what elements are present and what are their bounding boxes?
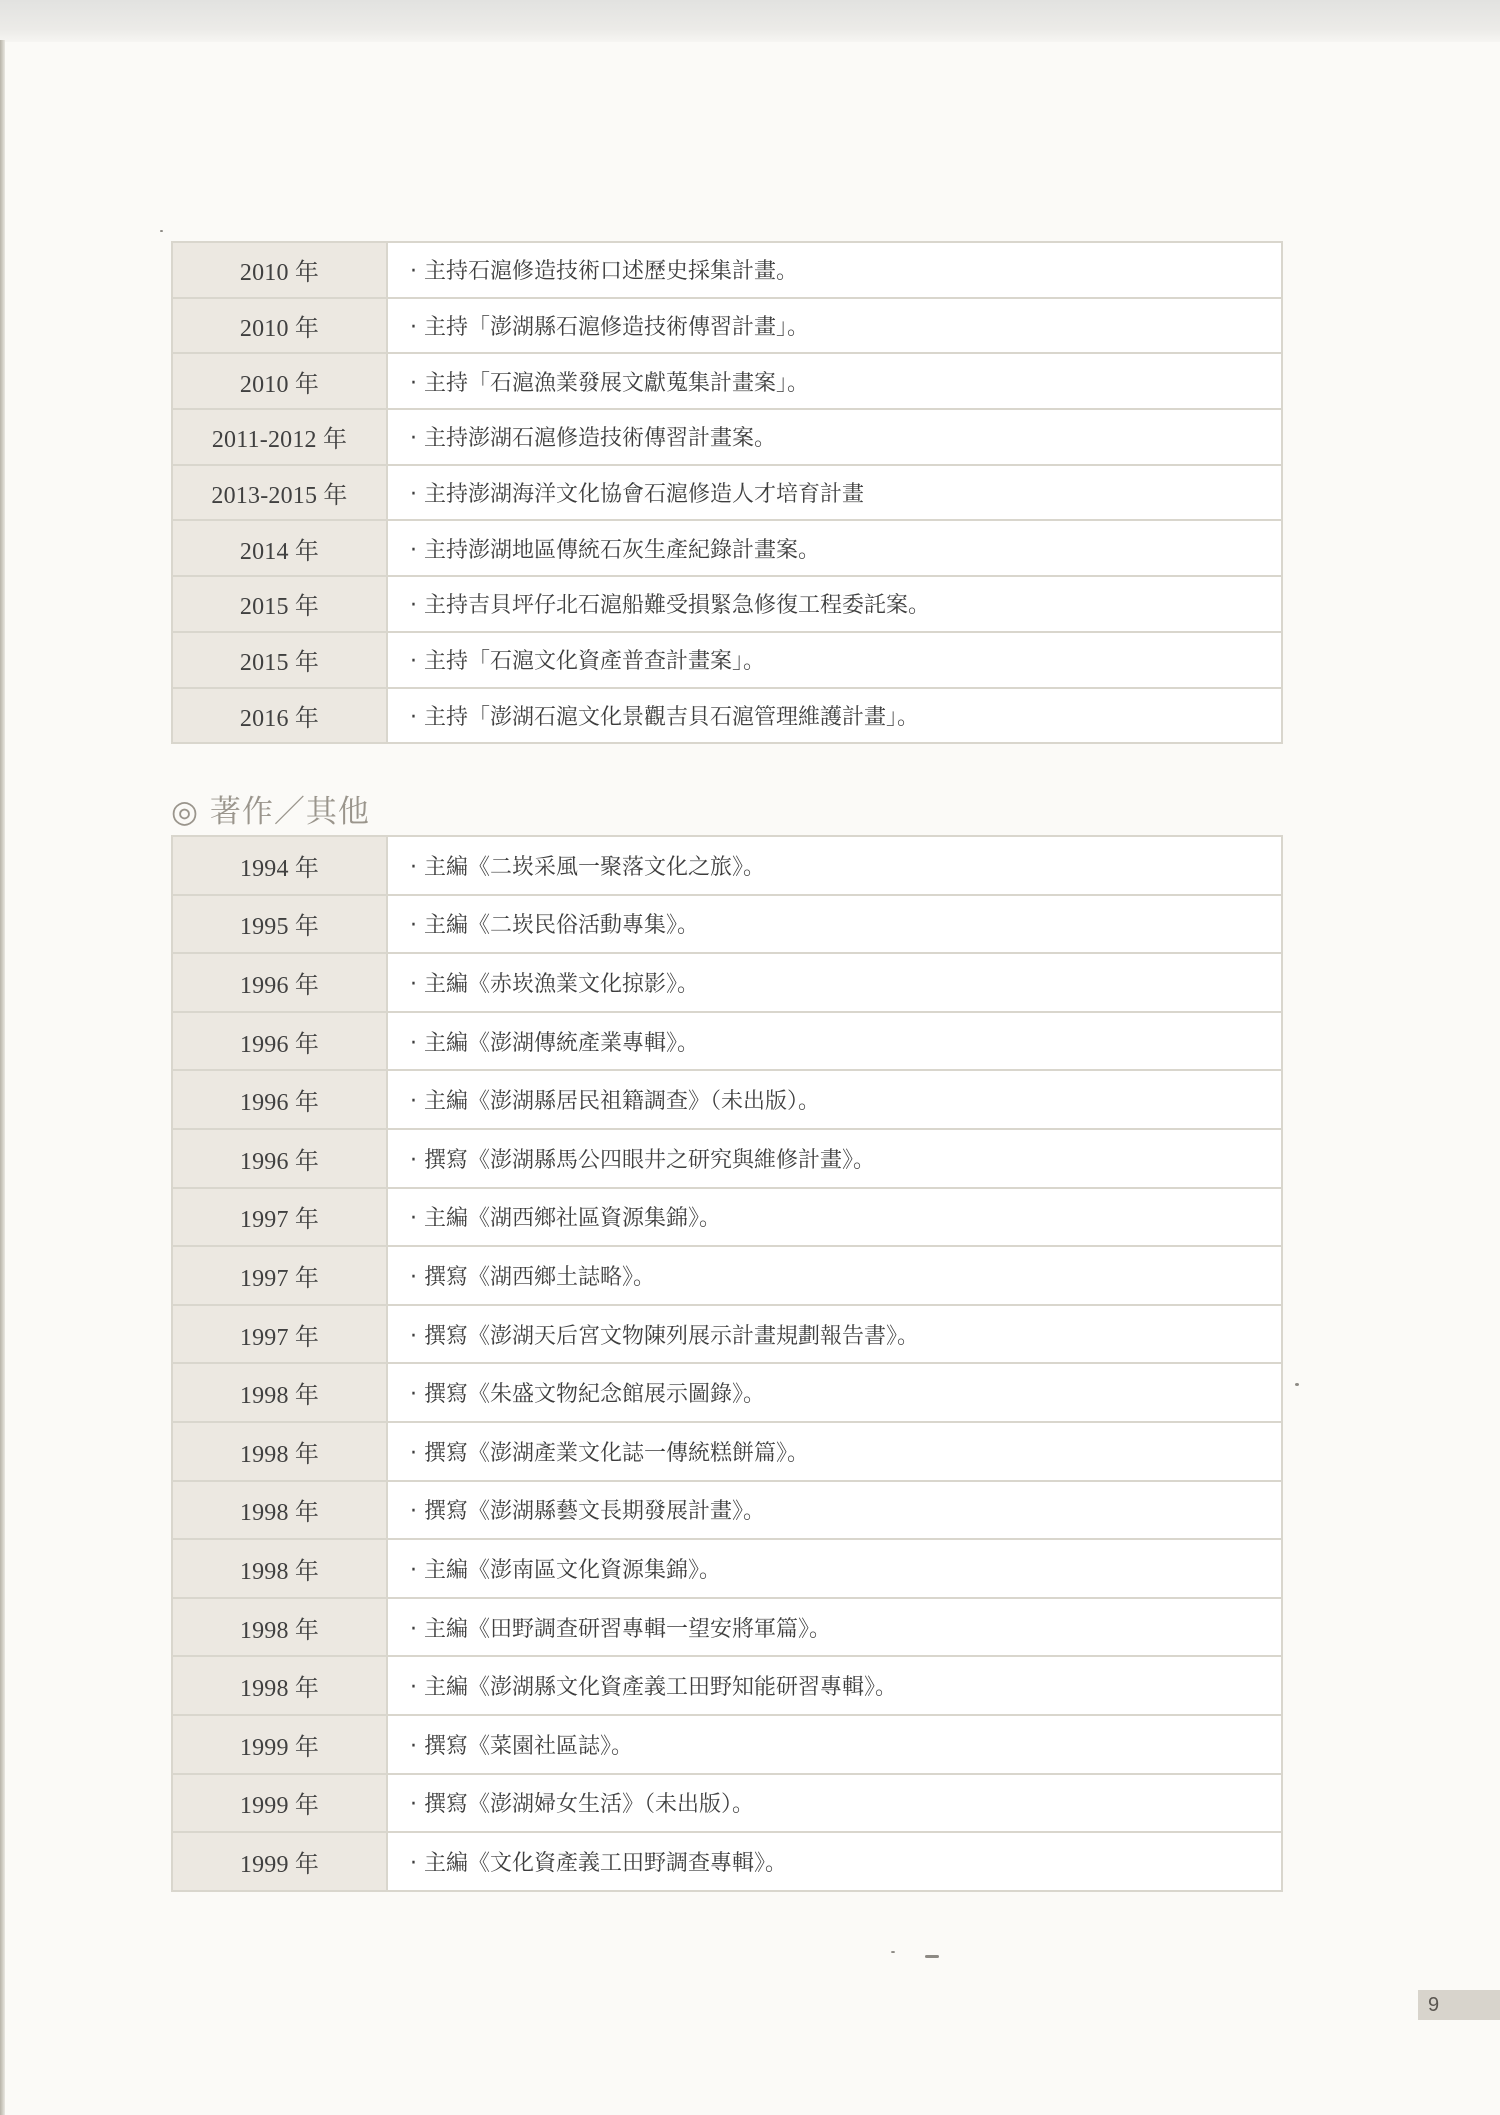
works-table-body	[172, 836, 1282, 1891]
year-cell: 2014 年	[172, 520, 387, 576]
projects-table	[171, 241, 1283, 744]
table-row	[172, 1598, 1282, 1657]
description-cell: · 主編《二崁采風一聚落文化之旅》。	[387, 836, 1282, 895]
description-cell: · 主編《文化資產義工田野調查專輯》。	[387, 1832, 1282, 1891]
table-row	[172, 1363, 1282, 1422]
description-cell: · 主持澎湖地區傳統石灰生產紀錄計畫案。	[387, 520, 1282, 576]
description-cell: · 撰寫《湖西鄉土誌略》。	[387, 1246, 1282, 1305]
scan-speck	[925, 1955, 939, 1958]
table-row	[172, 1656, 1282, 1715]
description-cell: · 撰寫《澎湖縣藝文長期發展計畫》。	[387, 1481, 1282, 1540]
description-cell: · 撰寫《澎湖天后宮文物陳列展示計畫規劃報告書》。	[387, 1305, 1282, 1364]
year-cell: 2010 年	[172, 242, 387, 298]
year-cell: 1999 年	[172, 1774, 387, 1833]
description-cell: · 主持「石滬文化資產普查計畫案」。	[387, 632, 1282, 688]
table-row	[172, 1012, 1282, 1071]
table-row	[172, 1832, 1282, 1891]
table-row	[172, 836, 1282, 895]
description-cell: · 主持澎湖石滬修造技術傳習計畫案。	[387, 409, 1282, 465]
year-cell: 1998 年	[172, 1539, 387, 1598]
year-cell: 1997 年	[172, 1246, 387, 1305]
year-cell: 1998 年	[172, 1598, 387, 1657]
table-row	[172, 1305, 1282, 1364]
table-row	[172, 1481, 1282, 1540]
description-cell: · 主持澎湖海洋文化協會石滬修造人才培育計畫	[387, 465, 1282, 521]
table-row	[172, 1246, 1282, 1305]
description-cell: · 主編《澎南區文化資源集錦》。	[387, 1539, 1282, 1598]
table-row	[172, 1774, 1282, 1833]
table-row	[172, 1422, 1282, 1481]
year-cell: 1996 年	[172, 1070, 387, 1129]
description-cell: · 主編《赤崁漁業文化掠影》。	[387, 953, 1282, 1012]
description-cell: · 主編《湖西鄉社區資源集錦》。	[387, 1188, 1282, 1247]
table-row	[172, 242, 1282, 298]
scan-speck	[891, 1951, 895, 1953]
table-row	[172, 353, 1282, 409]
year-cell: 2010 年	[172, 353, 387, 409]
description-cell: · 主編《澎湖縣文化資產義工田野知能研習專輯》。	[387, 1656, 1282, 1715]
description-cell: · 主編《田野調查研習專輯一望安將軍篇》。	[387, 1598, 1282, 1657]
description-cell: · 主編《澎湖縣居民祖籍調查》（未出版）。	[387, 1070, 1282, 1129]
year-cell: 1998 年	[172, 1422, 387, 1481]
table-row	[172, 465, 1282, 521]
year-cell: 1996 年	[172, 1012, 387, 1071]
description-cell: · 撰寫《澎湖縣馬公四眼井之研究與維修計畫》。	[387, 1129, 1282, 1188]
table-row	[172, 576, 1282, 632]
works-table	[171, 835, 1283, 1892]
year-cell: 2016 年	[172, 688, 387, 744]
year-cell: 1996 年	[172, 1129, 387, 1188]
year-cell: 1998 年	[172, 1363, 387, 1422]
scan-speck	[1295, 1383, 1299, 1386]
projects-table-body	[172, 242, 1282, 743]
table-row	[172, 895, 1282, 954]
year-cell: 1999 年	[172, 1832, 387, 1891]
table-row	[172, 409, 1282, 465]
year-cell: 1994 年	[172, 836, 387, 895]
year-cell: 1997 年	[172, 1188, 387, 1247]
table-row	[172, 1539, 1282, 1598]
year-cell: 1998 年	[172, 1656, 387, 1715]
year-cell: 2010 年	[172, 298, 387, 354]
works-section-heading: ◎ 著作／其他	[171, 794, 370, 830]
table-row	[172, 1070, 1282, 1129]
table-row	[172, 1129, 1282, 1188]
table-row	[172, 688, 1282, 744]
description-cell: · 主持吉貝坪仔北石滬船難受損緊急修復工程委託案。	[387, 576, 1282, 632]
year-cell: 1997 年	[172, 1305, 387, 1364]
description-cell: · 主持「石滬漁業發展文獻蒐集計畫案」。	[387, 353, 1282, 409]
table-row	[172, 520, 1282, 576]
description-cell: · 撰寫《菜園社區誌》。	[387, 1715, 1282, 1774]
table-row	[172, 1188, 1282, 1247]
description-cell: · 主持「澎湖石滬文化景觀吉貝石滬管理維護計畫」。	[387, 688, 1282, 744]
year-cell: 2013-2015 年	[172, 465, 387, 521]
table-row	[172, 298, 1282, 354]
description-cell: · 主持石滬修造技術口述歷史採集計畫。	[387, 242, 1282, 298]
year-cell: 2015 年	[172, 632, 387, 688]
table-row	[172, 1715, 1282, 1774]
description-cell: · 撰寫《朱盛文物紀念館展示圖錄》。	[387, 1363, 1282, 1422]
description-cell: · 主編《澎湖傳統產業專輯》。	[387, 1012, 1282, 1071]
description-cell: · 主持「澎湖縣石滬修造技術傳習計畫」。	[387, 298, 1282, 354]
scan-speck	[160, 230, 163, 232]
table-row	[172, 953, 1282, 1012]
year-cell: 1995 年	[172, 895, 387, 954]
year-cell: 1998 年	[172, 1481, 387, 1540]
page-number: 9	[1418, 1990, 1500, 2020]
table-row	[172, 632, 1282, 688]
year-cell: 1999 年	[172, 1715, 387, 1774]
year-cell: 1996 年	[172, 953, 387, 1012]
year-cell: 2015 年	[172, 576, 387, 632]
description-cell: · 主編《二崁民俗活動專集》。	[387, 895, 1282, 954]
description-cell: · 撰寫《澎湖婦女生活》（未出版）。	[387, 1774, 1282, 1833]
description-cell: · 撰寫《澎湖產業文化誌一傳統糕餅篇》。	[387, 1422, 1282, 1481]
year-cell: 2011-2012 年	[172, 409, 387, 465]
